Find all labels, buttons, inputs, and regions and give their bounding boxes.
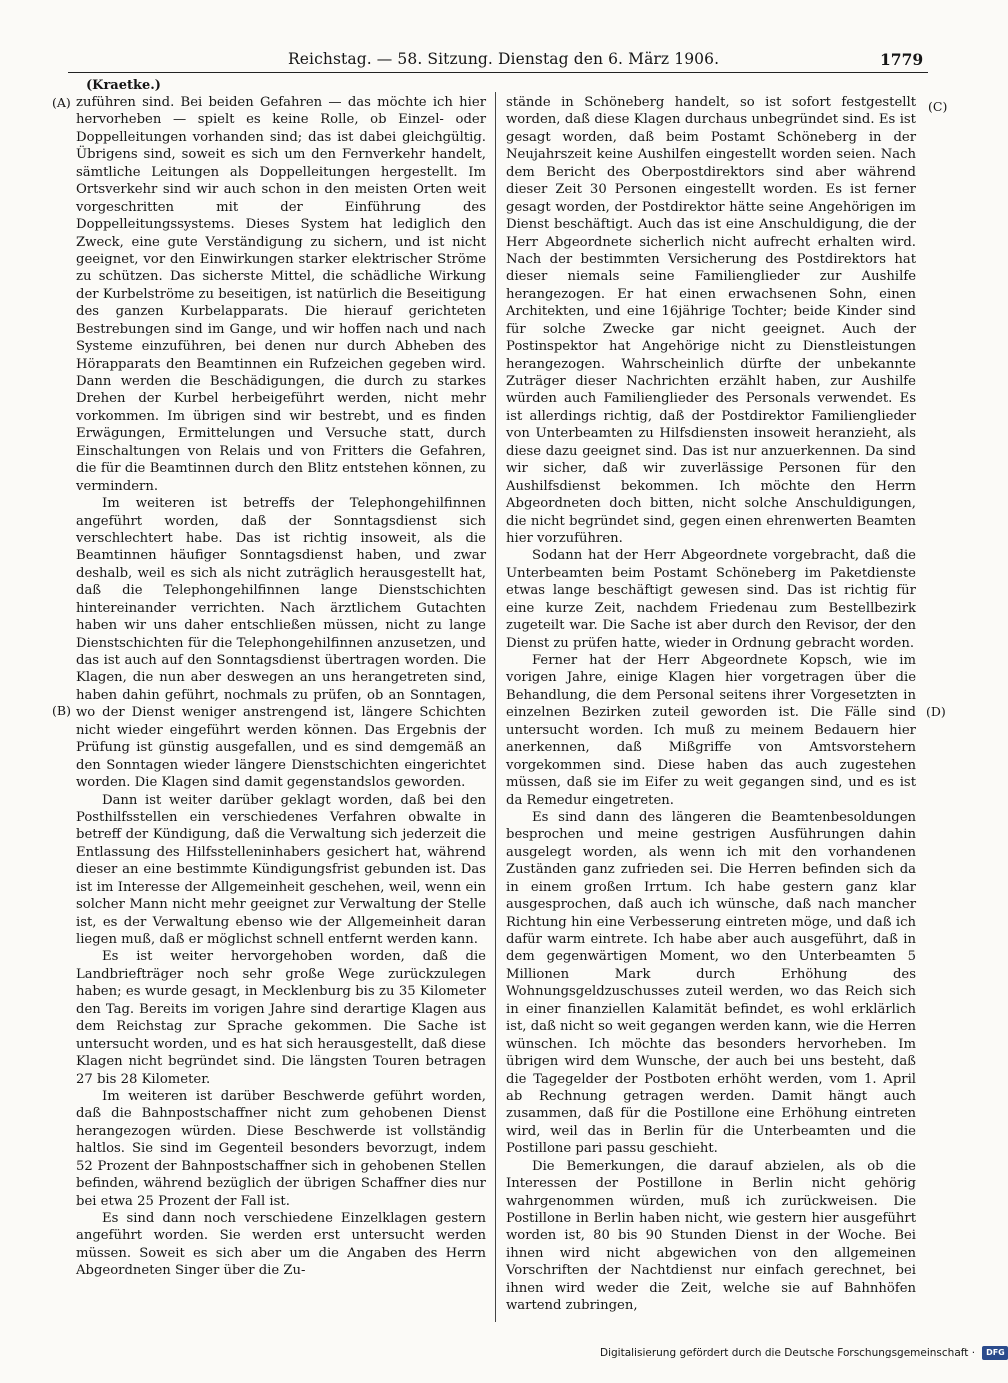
paragraph: stände in Schöneberg handelt, so ist sofort festgestellt worden, daß diese Klagen durchaus unbegründet sind. Es ist gesagt worden, daß beim Postamt Schöneberg in der Neujahrszeit keine Aushilfen eingestellt worden seien. Nach dem Bericht des Oberpostdirektors sind aber während dieser Zeit 30 Personen eingestellt worden. Es ist ferner gesagt worden, der Postdirektor hätte seine Angehörigen im Dienst beschäftigt. Auch das ist eine Anschuldigung, die der Herr Abgeordnete sicherlich nicht aufrecht erhalten wird. Nach der bestimmten Versicherung des Postdirektors hat dieser niemals seine Familienglieder zur Aushilfe herangezogen. Er hat einen erwachsenen Sohn, einen Architekten, und eine 16jährige Tochter; beide Kinder sind für solche Zwecke gar nicht geeignet. Auch der Postinspektor hat Angehörige nicht zu Dienstleistungen herangezogen. Wahrscheinlich dürfte der unbekannte Zuträger dieser Nachrichten erzählt haben, zur Aushilfe würden auch Familienglieder des Personals verwendet. Es ist allerdings richtig, daß der Postdirektor Familienglieder von Unterbeamten zu Hilfsdiensten insoweit heranzieht, als diese dazu geeignet sind. Das ist nur anzuerkennen. Da sind wir sicher, daß wir zuverlässige Personen für den Aushilfsdienst bekommen. Ich möchte den Herrn Abgeordneten doch bitten, nicht solche Anschuldigungen, die nicht begründet sind, gegen einen ehrenwerten Beamten hier vorzuführen.: [506, 95, 916, 546]
speaker-label: (Kraetke.): [86, 78, 161, 93]
paragraph: Sodann hat der Herr Abgeordnete vorgebracht, daß die Unterbeamten beim Postamt Schöneberg im Paketdienste etwas lange beschäftigt gewesen sind. Das ist richtig für eine kurze Zeit, nachdem Friedenau zum Bestellbezirk zugeteilt war. Die Sache ist aber durch den Revisor, der den Dienst zu prüfen hatte, wieder in Ordnung gebracht worden.: [506, 548, 916, 651]
paragraph: Es sind dann noch verschiedene Einzelklagen gestern angeführt worden. Sie werden erst untersucht werden müssen. Soweit es sich aber um die Angaben des Herrn Abgeordneten Singer über die Zu-: [76, 1211, 486, 1279]
left-column: [76, 94, 486, 1324]
header-rule: [68, 72, 928, 73]
digitization-credit: [600, 1346, 1005, 1364]
paragraph: Dann ist weiter darüber geklagt worden, daß bei den Posthilfsstellen ein verschiedenes Verfahren obwalte in betreff der Kündigung, daß die Verwaltung sich jederzeit die Entlassung des Hilfsstelleninhabers gesichert hat, während dieser an eine bestimmte Kündigungsfrist gebunden ist. Das ist im Interesse der Allgemeinheit geschehen, weil, wenn ein solcher Mann nicht mehr geeignet zur Verwaltung der Stelle ist, es der Verwaltung ebenso wie der Allgemeinheit daran liegen muß, daß er möglichst schnell entfernt werden kann.: [76, 792, 486, 947]
margin-marker-c: (C): [928, 99, 948, 114]
paragraph: Es sind dann des längeren die Beamtenbesoldungen besprochen und meine gestrigen Ausführungen dahin ausgelegt worden, als wenn ich mit den vorhandenen Zuständen ganz zufrieden sei. Die Herren befinden sich da in einem großen Irrtum. Ich habe gestern ganz klar ausgesprochen, daß auch ich wünsche, daß nach mancher Richtung hin eine Verbesserung eintreten möge, und daß ich dafür warm eintrete. Ich habe aber auch ausgeführt, daß in dem gegenwärtigen Moment, wo den Unterbeamten 5 Millionen Mark durch Erhöhung des Wohnungsgeldzuschusses zuteil werden, wo das Reich sich in einer finanziellen Kalamität befindet, es wohl erklärlich ist, daß nicht so weit gegangen werden kann, wie die Herren wünschen. Ich möchte das besonders hervorheben. Im übrigen wird dem Wunsche, der auch bei uns besteht, daß die Tagegelder der Postboten erhöht werden, vom 1. April ab Rechnung getragen werden. Damit hängt auch zusammen, daß für die Postillone eine Erhöhung eintreten wird, weil das in Berlin für die Unterbeamten und die Postillone pari passu geschieht.: [506, 809, 916, 1157]
paragraph: Im weiteren ist betreffs der Telephongehilfinnen angeführt worden, daß der Sonntagsdienst sich verschlechtert habe. Das ist richtig insoweit, als die Beamtinnen häufiger Sonntagsdienst haben, und zwar deshalb, weil es sich als nicht zuträglich herausgestellt hat, daß die Telephongehilfinnen lange Dienstschichten hintereinander verrichten. Nach ärztlichem Gutachten haben wir uns daher entschließen müssen, nicht zu lange Dienstschichten für die Telephongehilfinnen anzusetzen, und das ist auch auf den Sonntagsdienst übertragen worden. Die Klagen, die nun aber deswegen an uns herangetreten sind, haben dahin geführt, nochmals zu prüfen, ob an Sonntagen, wo der Dienst weniger anstrengend ist, längere Schichten nicht wieder eingeführt werden können. Das Ergebnis der Prüfung ist günstig ausgefallen, und es sind demgemäß an den Sonntagen wieder längere Dienstschichten eingerichtet worden. Die Klagen sind damit gegenstandslos geworden.: [76, 496, 486, 791]
column-divider: [495, 92, 496, 1322]
paragraph: Im weiteren ist darüber Beschwerde geführt worden, daß die Bahnpostschaffner nicht zum gehobenen Dienst herangezogen würden. Diese Beschwerde ist vollständig haltlos. Sie sind im Gegenteil besonders bevorzugt, indem 52 Prozent der Bahnpostschaffner sich in gehobenen Stellen befinden, während bezüglich der übrigen Schaffner dies nur bei etwa 25 Prozent der Fall ist.: [76, 1088, 486, 1209]
paragraph: Ferner hat der Herr Abgeordnete Kopsch, wie im vorigen Jahre, einige Klagen hier vorgetragen über die Behandlung, die dem Personal seitens ihrer Vorgesetzten in einzelnen Bezirken zuteil geworden ist. Die Fälle sind untersucht worden. Ich muß zu meinem Bedauern hier anerkennen, daß Mißgriffe von Amtsvorstehern vorgekommen sind. Diese haben das auch zugestehen müssen, daß sie im Eifer zu weit gegangen sind, und es ist da Remedur eingetreten.: [506, 653, 916, 808]
margin-marker-a: (A): [52, 95, 71, 110]
dfg-logo-icon: DFG: [982, 1346, 1008, 1360]
running-title: Reichstag. — 58. Sitzung. Dienstag den 6. März 1906.: [288, 50, 720, 68]
right-column: [506, 94, 916, 1324]
paragraph: zuführen sind. Bei beiden Gefahren — das möchte ich hier hervorheben — spielt es keine Rolle, ob Einzel- oder Doppelleitungen vorhanden sind; das ist dabei gleichgültig. Übrigens sind, soweit es sich um den Fernverkehr handelt, sämtliche Leitungen als Doppelleitungen hergestellt. Im Ortsverkehr sind wir auch schon in den meisten Orten weit vorgeschritten mit der Einführung des Doppelleitungssystems. Dieses System hat lediglich den Zweck, eine gute Verständigung zu sichern, und ist nicht geeignet, vor den Einwirkungen starker elektrischer Ströme zu schützen. Das sicherste Mittel, die schädliche Wirkung der Kurbelströme zu beseitigen, ist natürlich die Beseitigung des ganzen Kurbelapparats. Die hierauf gerichteten Bestrebungen sind im Gange, und wir hoffen nach und nach Systeme einzuführen, bei denen nur durch Abheben des Hörapparats den Beamtinnen ein Rufzeichen gegeben wird. Dann werden die Beschädigungen, die durch zu starkes Drehen der Kurbel herbeigeführt werden, nicht mehr vorkommen. Im übrigen sind wir bestrebt, und es finden Erwägungen, Ermittelungen und Versuche statt, durch Einschaltungen von Relais und von Fritters die Gefahren, die für die Beamtinnen durch den Blitz entstehen können, zu vermindern.: [76, 95, 486, 494]
paragraph: Die Bemerkungen, die darauf abzielen, als ob die Interessen der Postillone in Berlin nicht gehörig wahrgenommen würden, muß ich zurückweisen. Die Postillone in Berlin haben nicht, wie gestern hier ausgeführt worden ist, 80 bis 90 Stunden Dienst in der Woche. Bei ihnen wird nicht abgewichen von den allgemeinen Vorschriften der Nachtdienst nur einfach gerechnet, bei ihnen wird weder die Zeit, welche sie auf Bahnhöfen wartend zubringen,: [506, 1158, 916, 1314]
page-number: 1779: [880, 50, 924, 69]
credit-text: Digitalisierung gefördert durch die Deutsche Forschungsgemeinschaft ·: [600, 1347, 976, 1359]
margin-marker-b: (B): [52, 703, 71, 718]
paragraph: Es ist weiter hervorgehoben worden, daß die Landbriefträger noch sehr große Wege zurückzulegen haben; es wurde gesagt, in Mecklenburg bis zu 35 Kilometer den Tag. Bereits im vorigen Jahre sind derartige Klagen aus dem Reichstag zur Sprache gekommen. Die Sache ist untersucht worden, und es hat sich herausgestellt, daß diese Klagen nicht begründet sind. Die längsten Touren betragen 27 bis 28 Kilometer.: [76, 949, 486, 1087]
margin-marker-d: (D): [926, 704, 946, 719]
page-header: [0, 48, 1000, 72]
